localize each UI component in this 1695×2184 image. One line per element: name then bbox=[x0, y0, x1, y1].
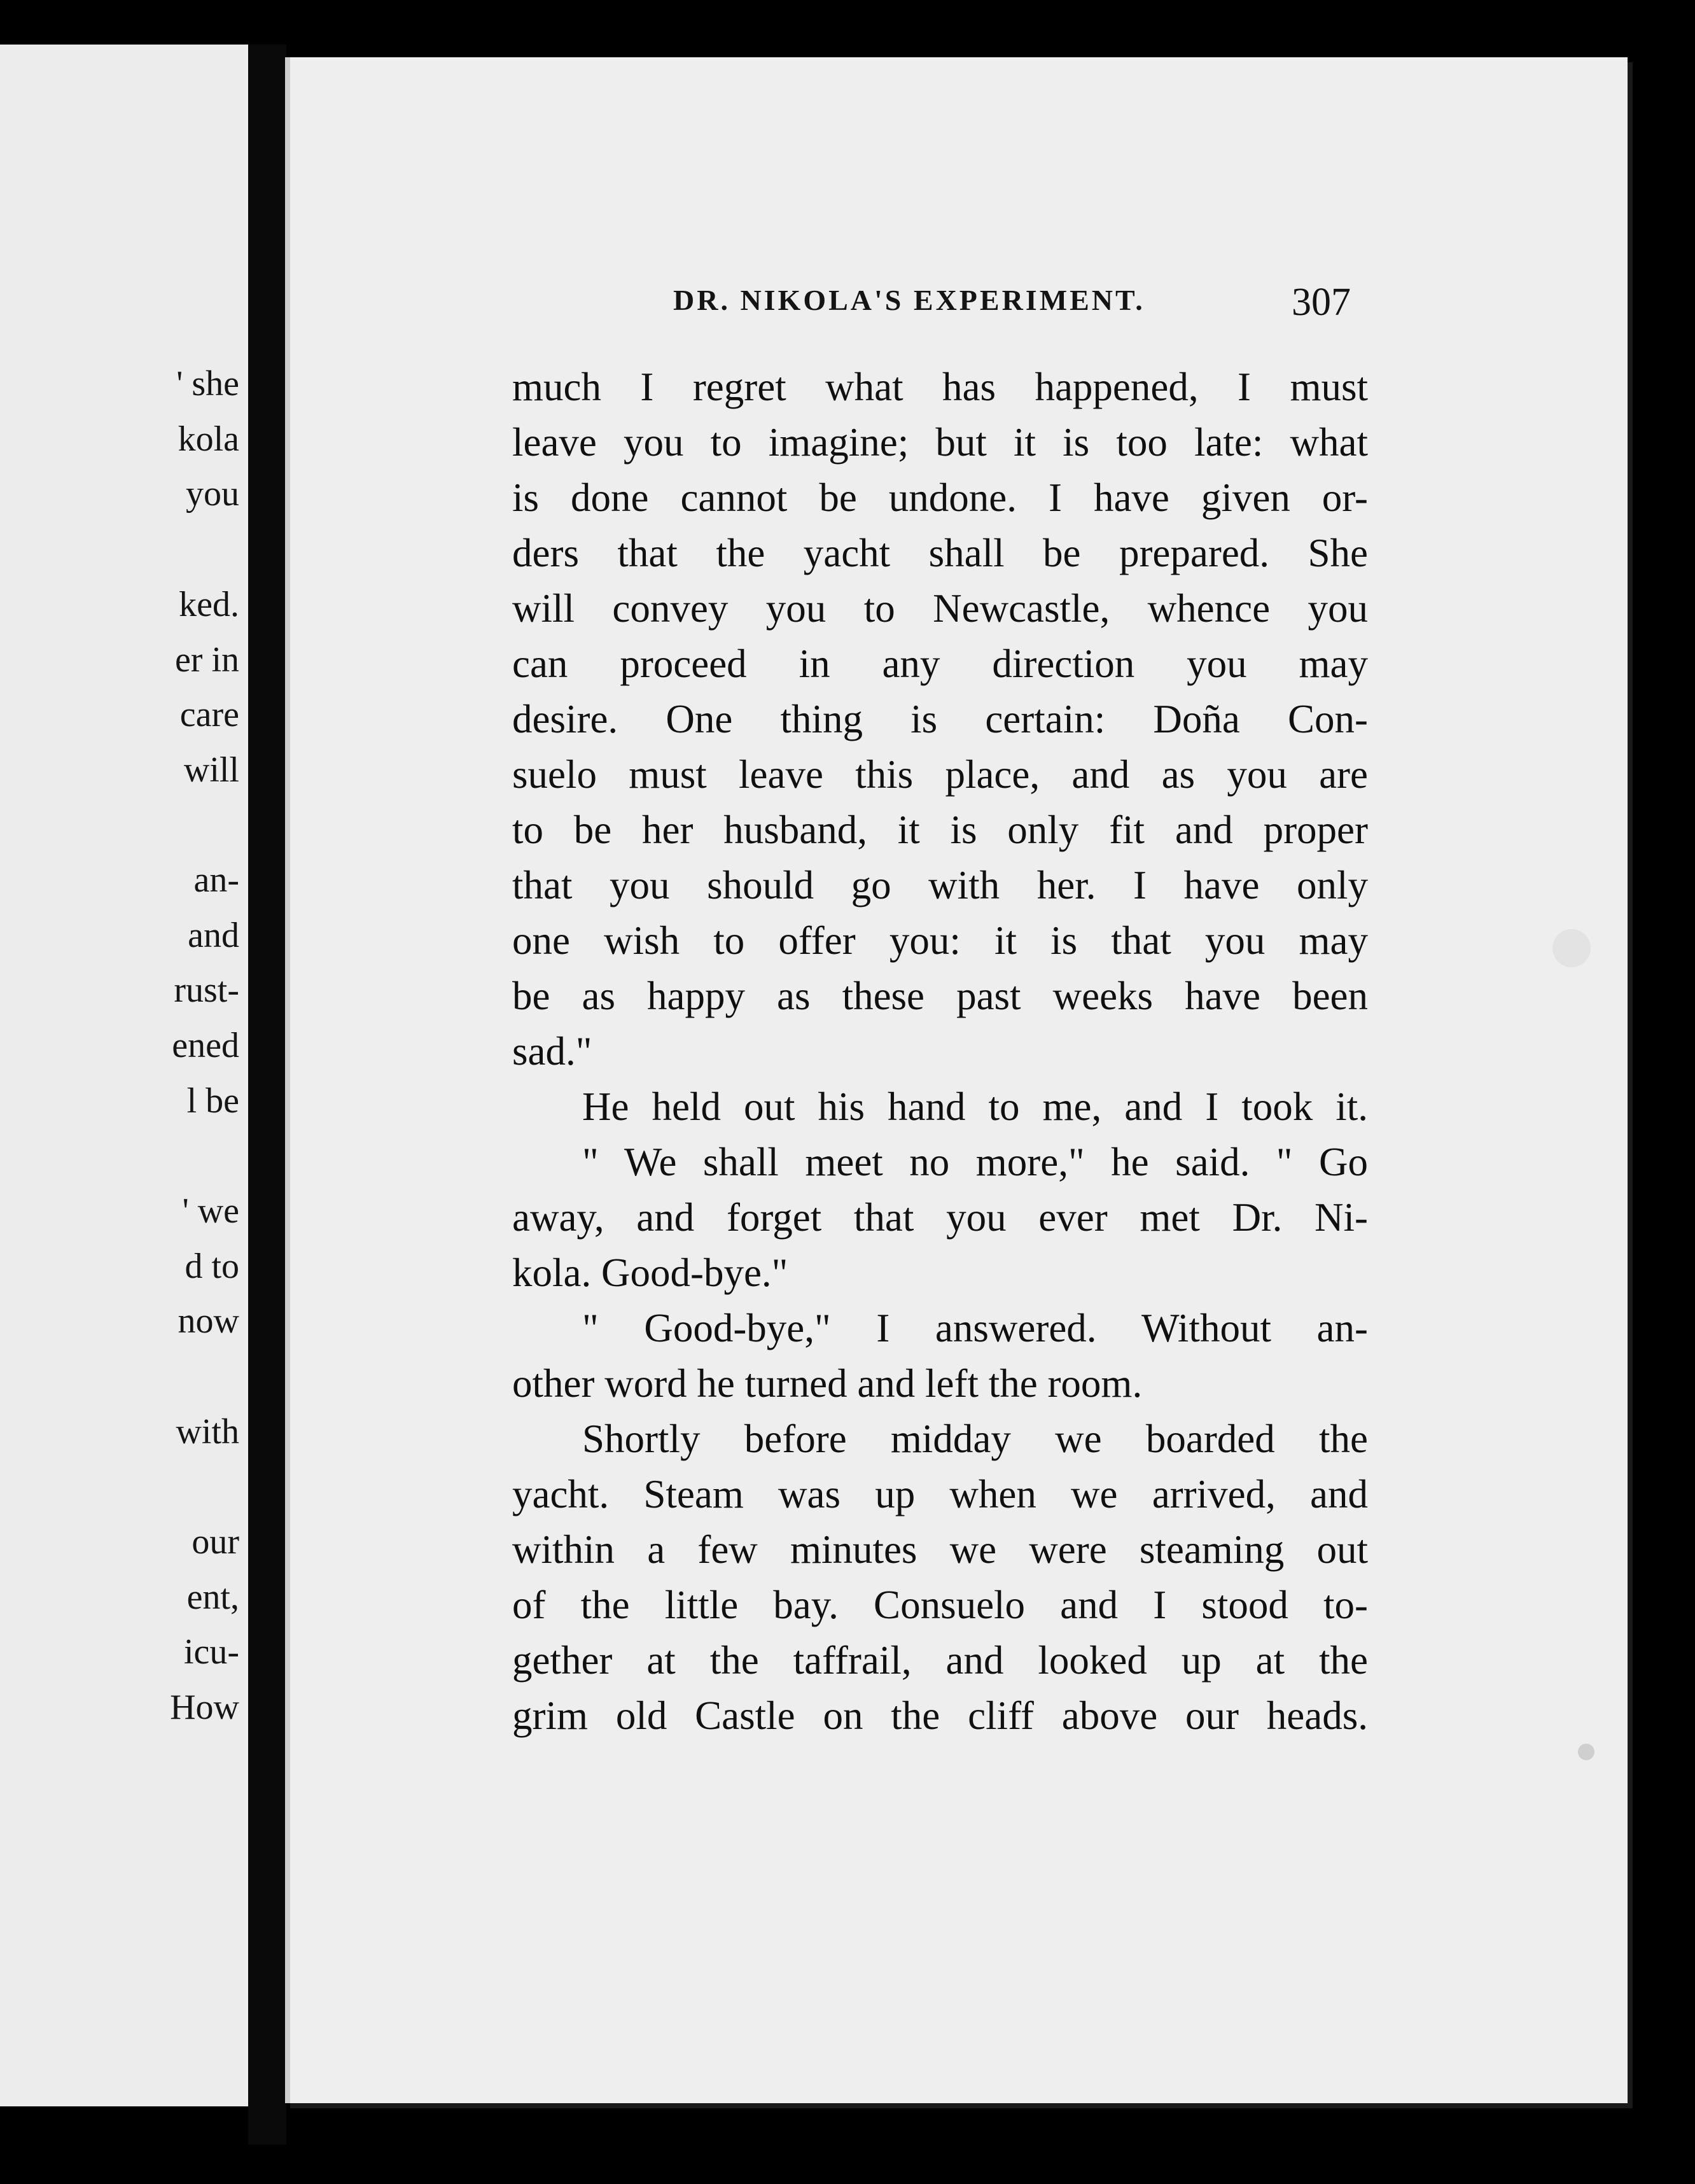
paper-speck bbox=[1552, 929, 1591, 967]
left-fragment: you bbox=[186, 474, 239, 514]
text-line: be as happy as these past weeks have been bbox=[512, 974, 1368, 1018]
left-fragment: with bbox=[176, 1412, 239, 1452]
text-line: to be her husband, it is only fit and proper bbox=[512, 808, 1368, 852]
left-fragment: now bbox=[178, 1301, 239, 1341]
left-fragment: ' she bbox=[176, 364, 239, 403]
book-gutter bbox=[248, 45, 286, 2145]
text-line: can proceed in any direction you may bbox=[512, 641, 1368, 686]
left-page-fragment bbox=[0, 45, 248, 2106]
left-fragment: and bbox=[188, 916, 239, 955]
text-line: away, and forget that you ever met Dr. Ni- bbox=[512, 1195, 1368, 1240]
text-line: sad." bbox=[512, 1029, 592, 1074]
text-line: is done cannot be undone. I have given or- bbox=[512, 475, 1368, 520]
running-header: DR. NIKOLA'S EXPERIMENT. bbox=[673, 284, 1145, 316]
left-fragment: kola bbox=[178, 419, 239, 459]
left-fragment: rust- bbox=[174, 970, 239, 1010]
text-line: " Good-bye," I answered. Without an- bbox=[582, 1306, 1368, 1350]
text-line: much I regret what has happened, I must bbox=[512, 365, 1368, 409]
text-line: will convey you to Newcastle, whence you bbox=[512, 586, 1368, 631]
page-body bbox=[512, 360, 1368, 1744]
left-fragment: How bbox=[170, 1688, 239, 1727]
left-fragment: l be bbox=[186, 1081, 239, 1121]
left-fragment: ened bbox=[172, 1026, 239, 1065]
left-fragment: will bbox=[183, 750, 239, 790]
left-fragment: d to bbox=[185, 1247, 239, 1286]
left-fragment: er in bbox=[174, 640, 239, 680]
left-fragment: an- bbox=[193, 860, 239, 900]
text-line: of the little bay. Consuelo and I stood to- bbox=[512, 1583, 1368, 1627]
page-edge bbox=[285, 57, 290, 2103]
text-line: suelo must leave this place, and as you are bbox=[512, 752, 1368, 797]
text-line: kola. Good-bye." bbox=[512, 1250, 788, 1295]
text-line: " We shall meet no more," he said. " Go bbox=[582, 1140, 1368, 1184]
paper-speck bbox=[1578, 1744, 1594, 1760]
text-line: desire. One thing is certain: Doña Con- bbox=[512, 697, 1368, 741]
left-fragment: our bbox=[192, 1522, 239, 1562]
text-line: Shortly before midday we boarded the bbox=[582, 1417, 1368, 1461]
text-line: ders that the yacht shall be prepared. She bbox=[512, 531, 1368, 575]
text-line: yacht. Steam was up when we arrived, and bbox=[512, 1472, 1368, 1516]
text-line: leave you to imagine; but it is too late: what bbox=[512, 420, 1368, 465]
text-line: other word he turned and left the room. bbox=[512, 1361, 1143, 1406]
text-line: grim old Castle on the cliff above our heads. bbox=[512, 1693, 1368, 1738]
left-fragment: ked. bbox=[179, 585, 239, 624]
text-line: gether at the taffrail, and looked up at the bbox=[512, 1638, 1368, 1683]
text-line: within a few minutes we were steaming out bbox=[512, 1527, 1368, 1572]
left-fragment: icu- bbox=[183, 1632, 239, 1672]
text-line: He held out his hand to me, and I took it. bbox=[582, 1084, 1368, 1129]
left-fragment: ' we bbox=[182, 1191, 239, 1231]
left-fragment: care bbox=[179, 695, 239, 734]
text-line: one wish to offer you: it is that you may bbox=[512, 918, 1368, 963]
left-fragment: ent, bbox=[186, 1578, 239, 1617]
page-number: 307 bbox=[1292, 281, 1351, 324]
text-line: that you should go with her. I have only bbox=[512, 863, 1368, 907]
